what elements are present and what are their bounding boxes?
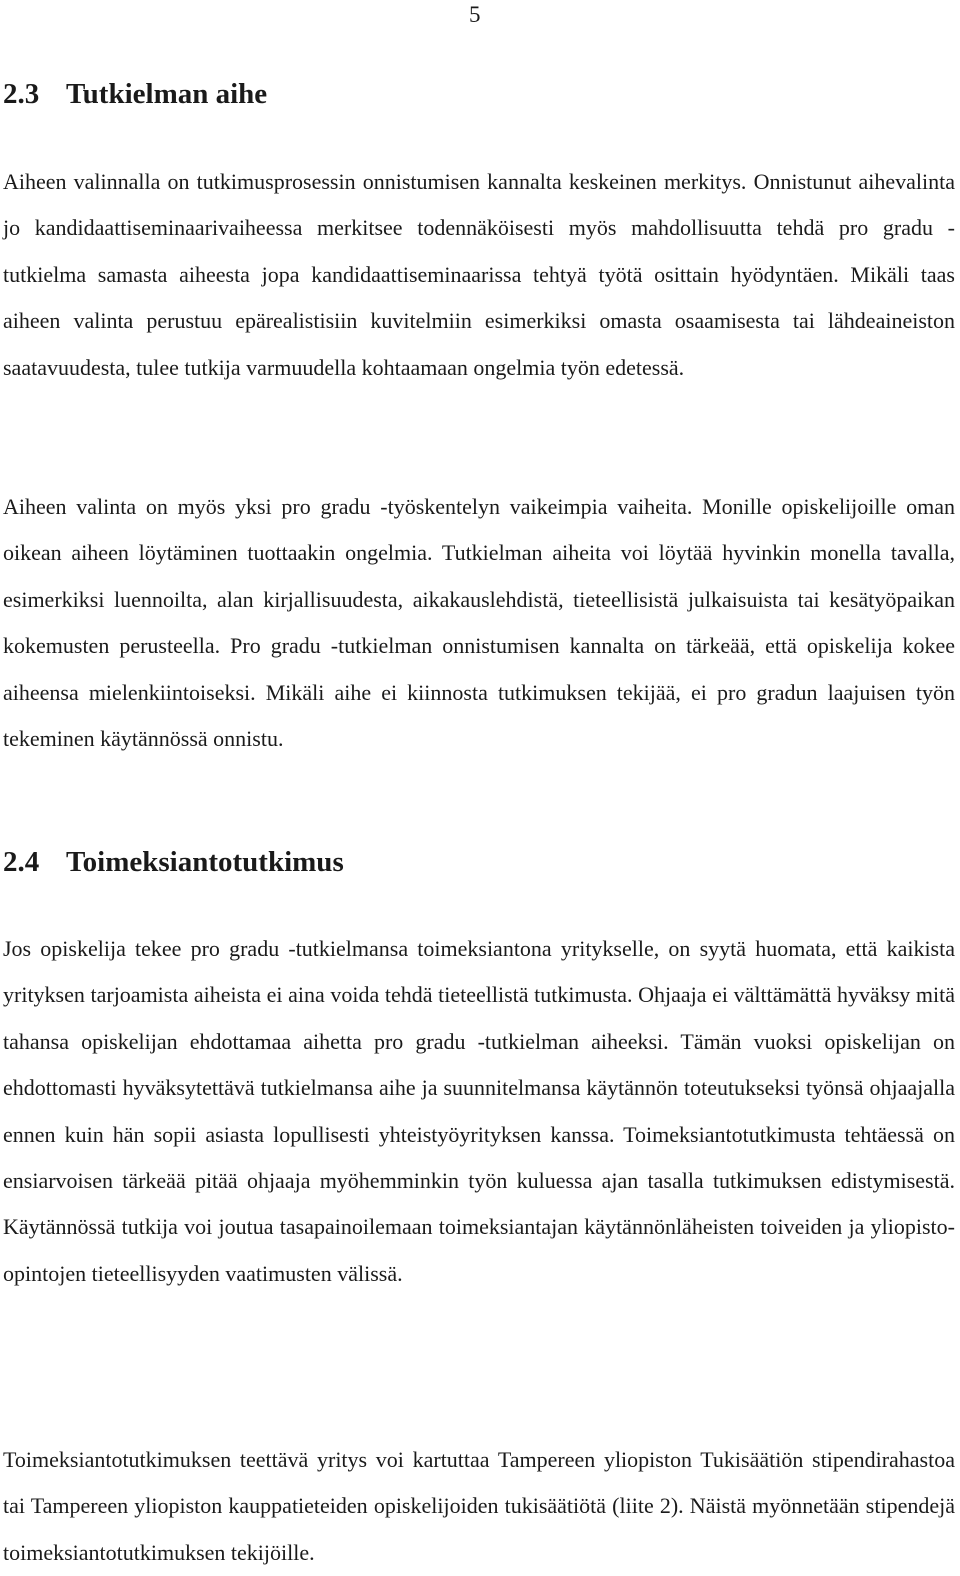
paragraph: Aiheen valinnalla on tutkimusprosessin onnistumisen kannalta keskeinen merkitys. Onnistunut aihevalinta jo kandidaattiseminaarivaiheessa merkitsee todennäköisesti myös mahdollisuutta tehdä pro gradu -tutkielma samasta aiheesta jopa kandidaattiseminaarissa tehtyä työtä osittain hyödyntäen. Mikäli taas aiheen valinta perustuu epärealistisiin kuvitelmiin esimerkiksi omasta osaamisesta tai lähdeaineiston saatavuudesta, tulee tutkija varmuudella kohtaamaan ongelmia työn edetessä. xyxy=(3,169,955,380)
paragraph: Jos opiskelija tekee pro gradu -tutkielmansa toimeksiantona yritykselle, on syytä huomata, että kaikista yrityksen tarjoamista aiheista ei aina voida tehdä tieteellistä tutkimusta. Ohjaaja ei välttämättä hyväksy mitä tahansa opiskelijan ehdottamaa aihetta pro gradu -tutkielman aiheeksi. Tämän vuoksi opiskelijan on ehdottomasti hyväksytettävä tutkielmansa aihe ja suunnitelmansa käytännön toteutukseksi työnsä ohjaajalla ennen kuin hän sopii asiasta lopullisesti yhteistyöyrityksen kanssa. Toimeksiantotutkimusta tehtäessä on ensiarvoisen tärkeää pitää ohjaaja myöhemminkin työn kuluessa ajan tasalla tutkimuksen edistymisestä. Käytännössä tutkija voi joutua tasapainoilemaan toimeksiantajan käytännönläheisten toiveiden ja yliopisto-opintojen tieteellisyyden vaatimusten välissä. xyxy=(3,936,955,1286)
section-title: Toimeksiantotutkimus xyxy=(66,846,344,878)
page-number: 5 xyxy=(469,2,481,27)
section-number: 2.3 xyxy=(3,78,40,110)
section-title: Tutkielman aihe xyxy=(66,78,268,110)
section-heading-2-3 xyxy=(3,76,267,112)
section-number: 2.4 xyxy=(3,846,40,878)
section-heading-2-4 xyxy=(3,844,344,880)
paragraph: Toimeksiantotutkimuksen teettävä yritys voi kartuttaa Tampereen yliopiston Tukisäätiön stipendirahastoa tai Tampereen yliopiston kauppatieteiden opiskelijoiden tukisäätiötä (liite 2). Näistä myönnetään stipendejä toimeksiantotutkimuksen tekijöille. xyxy=(3,1447,955,1565)
paragraph: Aiheen valinta on myös yksi pro gradu -työskentelyn vaikeimpia vaiheita. Monille opiskelijoille oman oikean aiheen löytäminen tuottaakin ongelmia. Tutkielman aiheita voi löytää hyvinkin monella tavalla, esimerkiksi luennoilta, alan kirjallisuudesta, aikakauslehdistä, tieteellisistä julkaisuista tai kesätyöpaikan kokemusten perusteella. Pro gradu -tutkielman onnistumisen kannalta on tärkeää, että opiskelija kokee aiheensa mielenkiintoiseksi. Mikäli aihe ei kiinnosta tutkimuksen tekijää, ei pro gradun laajuisen työn tekeminen käytännössä onnistu. xyxy=(3,494,955,752)
